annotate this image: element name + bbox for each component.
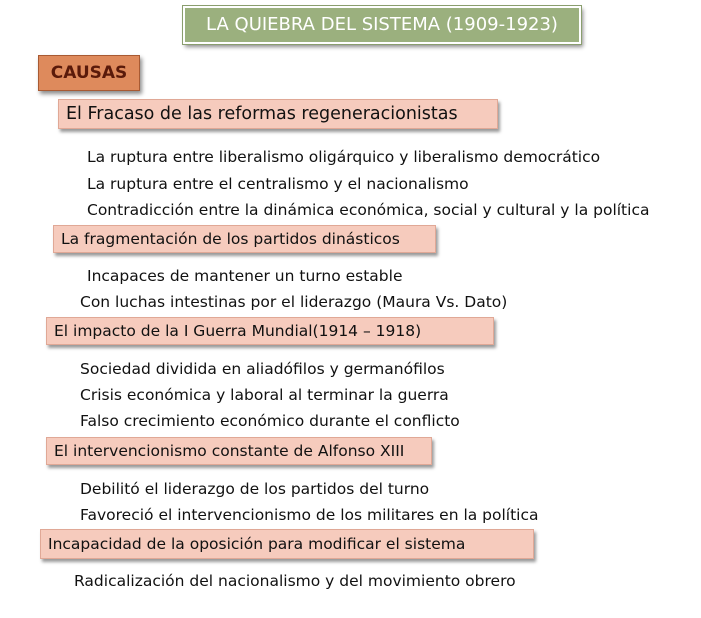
section-intervencionismo-alfonso: El intervencionismo constante de Alfonso XIII (46, 437, 432, 465)
list-item: Favoreció el intervencionismo de los militares en la política (80, 506, 539, 524)
section-incapacidad-oposicion: Incapacidad de la oposición para modificar el sistema (40, 529, 534, 559)
list-item: Falso crecimiento económico durante el conflicto (80, 412, 460, 430)
list-item: Sociedad dividida en aliadófilos y germanófilos (80, 360, 445, 378)
list-item: Incapaces de mantener un turno estable (87, 267, 403, 285)
page-title: LA QUIEBRA DEL SISTEMA (1909-1923) (183, 6, 581, 44)
list-item: La ruptura entre el centralismo y el nacionalismo (87, 175, 469, 193)
list-item: Radicalización del nacionalismo y del movimiento obrero (74, 572, 516, 590)
list-item: La ruptura entre liberalismo oligárquico y liberalismo democrático (87, 148, 601, 166)
section-impacto-guerra: El impacto de la I Guerra Mundial(1914 – 1918) (46, 317, 494, 345)
list-item: Crisis económica y laboral al terminar la guerra (80, 386, 449, 404)
section-fracaso-reformas: El Fracaso de las reformas regeneracionistas (58, 99, 498, 129)
list-item: Contradicción entre la dinámica económica, social y cultural y la política (87, 201, 650, 219)
causas-label: CAUSAS (38, 55, 140, 91)
list-item: Con luchas intestinas por el liderazgo (Maura Vs. Dato) (80, 293, 508, 311)
section-fragmentacion-partidos: La fragmentación de los partidos dinásticos (53, 225, 436, 253)
list-item: Debilitó el liderazgo de los partidos del turno (80, 480, 430, 498)
